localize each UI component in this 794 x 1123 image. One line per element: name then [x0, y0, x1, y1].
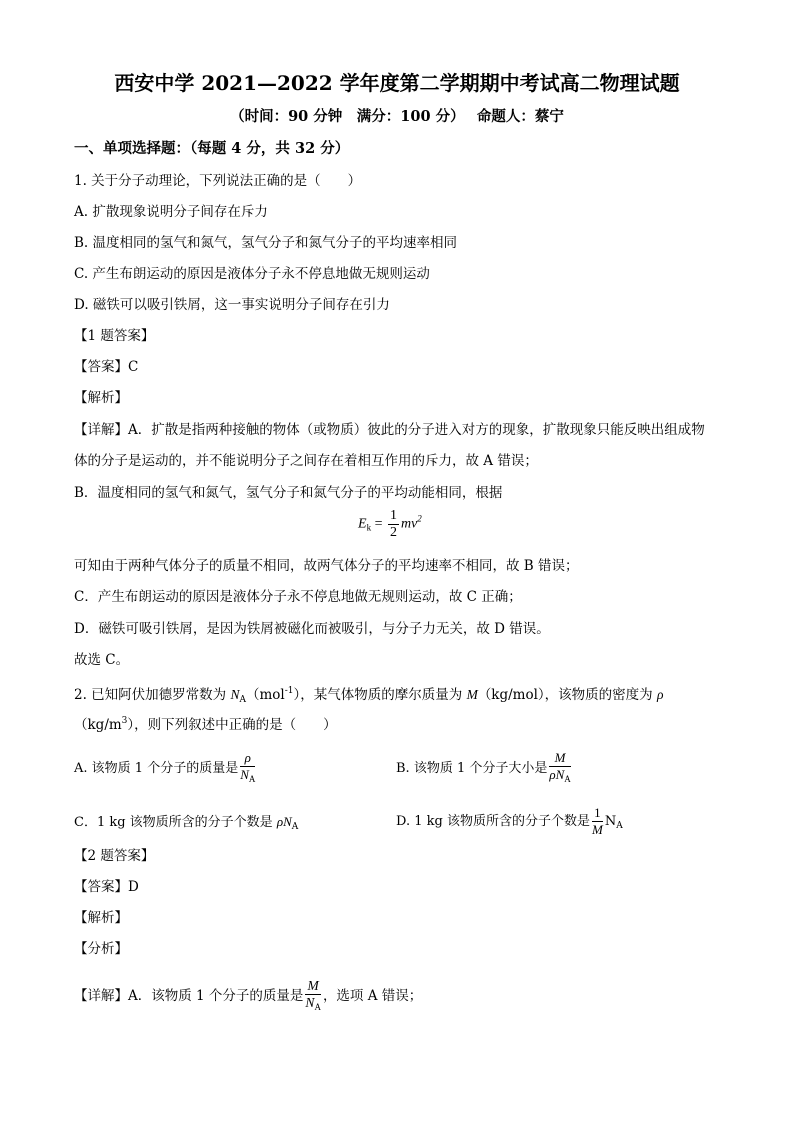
q1-answer: 【答案】C — [74, 359, 139, 375]
q2-option-d-tail: N — [604, 814, 617, 829]
formula-numerator: 1 — [389, 508, 397, 523]
q2-option-a-num: ρ — [240, 750, 255, 767]
q2-stem-text: ），则下列叙述中正确的是（ ） — [127, 717, 337, 733]
q1-option-c: C. 产生布朗运动的原因是液体分子永不停息地做无规则运动 — [74, 266, 430, 282]
q2-analysis-label: 【解析】 — [74, 910, 128, 926]
q2-unit-sup: 3 — [121, 716, 128, 726]
formula-rhs: mv — [400, 516, 418, 532]
q2-option-c-sub: A — [291, 822, 299, 832]
kinetic-energy-formula — [358, 508, 422, 541]
q2-detail-den-sub: A — [314, 1002, 321, 1012]
q2-stem-text: 2. 已知阿伏加德罗常数为 — [74, 687, 231, 703]
q2-unit-sup: -1 — [284, 686, 294, 696]
q2-option-d-tail-sub: A — [616, 821, 623, 831]
q2-option-b — [396, 750, 573, 787]
q1-detail-line: B．温度相同的氢气和氮气，氢气分子和氮气分子的平均动能相同，根据 — [74, 485, 503, 501]
q2-m-symbol: M — [466, 687, 478, 702]
q2-option-d-text: D. 1 kg 该物质所含的分子个数是 — [396, 814, 590, 829]
q2-stem-line2 — [74, 712, 337, 734]
q2-na-sub: A — [239, 695, 246, 705]
q1-detail-line: 体的分子是运动的，并不能说明分子之间存在着相互作用的斥力，故 A 错误； — [74, 453, 538, 469]
formula-lhs-sub: k — [366, 522, 372, 533]
q2-option-a-text: A. 该物质 1 个分子的质量是 — [74, 761, 239, 776]
q2-option-d-den: M — [591, 822, 603, 837]
q2-option-c-value: ρN — [276, 814, 292, 829]
q2-answer-header: 【2 题答案】 — [74, 848, 155, 864]
q2-detail-text: ，选项 A 错误； — [322, 988, 423, 1004]
q1-answer-header: 【1 题答案】 — [74, 328, 155, 344]
q2-option-a — [74, 750, 257, 787]
q2-option-a-den-sub: A — [248, 774, 256, 784]
q1-option-b: B. 温度相同的氢气和氮气，氢气分子和氮气分子的平均速率相同 — [74, 235, 458, 251]
q2-option-d-num: 1 — [592, 805, 603, 822]
page-subtitle: （时间：90 分钟 满分：100 分） 命题人：蔡宁 — [230, 108, 564, 125]
q2-stem-line1 — [74, 682, 663, 709]
q2-stem-text: （kg/m — [74, 717, 122, 733]
q2-stem-text: （kg/mol），该物质的密度为 — [477, 687, 657, 703]
q1-conclusion: 故选 C。 — [74, 652, 130, 668]
formula-denominator: 2 — [389, 525, 397, 540]
q2-answer: 【答案】D — [74, 879, 139, 895]
q2-option-b-text: B. 该物质 1 个分子大小是 — [396, 761, 548, 776]
q1-after-line: 可知由于两种气体分子的质量不相同，故两气体分子的平均速率不相同，故 B 错误； — [74, 558, 579, 574]
q1-option-d: D. 磁铁可以吸引铁屑，这一事实说明分子间存在引力 — [74, 297, 390, 313]
q2-detail-den: N — [305, 995, 315, 1010]
q1-analysis-label: 【解析】 — [74, 390, 128, 406]
formula-rhs-sup: 2 — [417, 513, 422, 524]
q2-fenxi-label: 【分析】 — [74, 941, 128, 957]
formula-equals: = — [371, 516, 386, 532]
q1-after-line: C．产生布朗运动的原因是液体分子永不停息地做无规则运动，故 C 正确； — [74, 589, 522, 605]
formula-lhs: E — [358, 516, 367, 532]
q2-stem-text: ），某气体物质的摩尔质量为 — [293, 687, 467, 703]
q2-rho-symbol: ρ — [656, 687, 664, 702]
q2-detail-text: 【详解】A．该物质 1 个分子的质量是 — [74, 988, 304, 1004]
q1-option-a: A. 扩散现象说明分子间存在斥力 — [74, 204, 268, 220]
section-heading: 一、单项选择题：（每题 4 分，共 32 分） — [74, 140, 350, 157]
q2-option-c-text: C．1 kg 该物质所含的分子个数是 — [74, 815, 277, 830]
q2-detail-line — [74, 978, 422, 1015]
q2-option-b-num: M — [549, 750, 570, 767]
q2-option-a-den: N — [240, 767, 249, 782]
q2-stem-text: （mol — [245, 687, 285, 703]
q2-na-symbol: N — [230, 687, 240, 702]
q1-stem: 1. 关于分子动理论，下列说法正确的是（ ） — [74, 173, 362, 189]
q2-option-d — [396, 805, 623, 838]
page-title: 西安中学 2021—2022 学年度第二学期期中考试高二物理试题 — [114, 71, 680, 95]
q1-detail-line: 【详解】A．扩散是指两种接触的物体（或物质）彼此的分子进入对方的现象，扩散现象只能反映出组成物 — [74, 422, 705, 438]
q1-after-line: D．磁铁可吸引铁屑，是因为铁屑被磁化而被吸引，与分子力无关，故 D 错误。 — [74, 621, 550, 637]
q2-option-c — [74, 813, 298, 836]
q2-detail-num: M — [305, 978, 321, 995]
q2-option-b-den-sub: A — [564, 774, 571, 784]
q2-option-b-den: ρN — [549, 767, 565, 782]
